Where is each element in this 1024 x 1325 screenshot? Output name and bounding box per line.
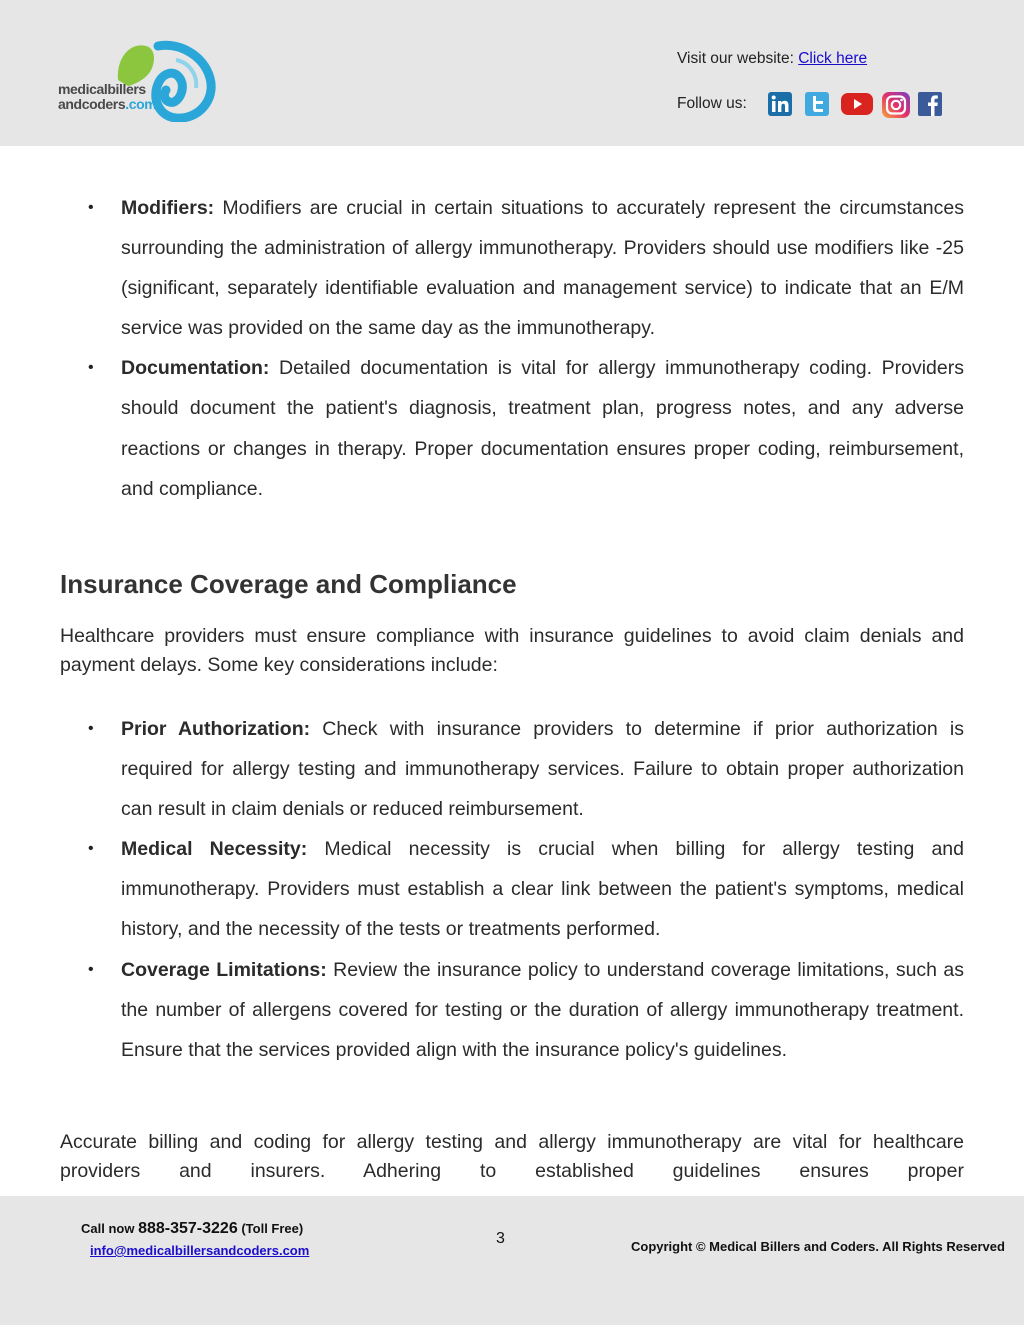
list-item xyxy=(60,348,964,508)
item-term: Documentation: xyxy=(121,357,270,380)
item-text: Check with insurance providers to determine if prior authorization is required for allergy testing and immunotherapy services. Failure to obtain proper authorization can result in claim denials or reduced reimbursement. xyxy=(121,718,964,821)
list-item xyxy=(60,188,964,348)
item-term: Coverage Limitations: xyxy=(121,958,327,981)
section-body xyxy=(60,622,964,680)
visit-label: Visit our website: xyxy=(677,50,794,67)
visit-website xyxy=(677,50,867,68)
logo-line1: medicalbillers xyxy=(58,81,146,97)
list-item xyxy=(60,950,964,1070)
twitter-icon[interactable] xyxy=(804,91,830,117)
coding-considerations-list xyxy=(60,188,964,509)
email-link[interactable]: info@medicalbillersandcoders.com xyxy=(90,1243,310,1258)
follow-label: Follow us: xyxy=(677,95,747,112)
page-footer xyxy=(0,1196,1024,1325)
intro-paragraph: Healthcare providers must ensure compliance with insurance guidelines to avoid claim denials and payment delays. Some key considerations include: xyxy=(60,625,964,676)
company-logo[interactable] xyxy=(58,40,218,122)
closing-container xyxy=(60,1128,964,1186)
item-term: Medical Necessity: xyxy=(121,838,308,861)
item-text: Modifiers are crucial in certain situations to accurately represent the circumstances surrounding the administration of allergy immunotherapy. Providers should use modifiers like -25 (significant, separately identifiable evaluation and management service) to indicate that an E/M service was provided on the same day as the immunotherapy. xyxy=(121,197,964,340)
page-header xyxy=(0,0,1024,146)
logo-wordmark xyxy=(58,82,156,112)
copyright-text: Copyright © Medical Billers and Coders. All Rights Reserved xyxy=(631,1239,1005,1254)
item-text: Medical necessity is crucial when billing for allergy testing and immunotherapy. Providers must establish a clear link between the patient's symptoms, medical history, and the necessity of the tests or treatments performed. xyxy=(121,838,964,941)
compliance-list xyxy=(60,709,964,1070)
youtube-icon[interactable] xyxy=(840,91,874,117)
list-item xyxy=(60,709,964,829)
closing-paragraph: Accurate billing and coding for allergy testing and allergy immunotherapy are vital for healthcare providers and insurers. Adhering to established guidelines ensures proper xyxy=(60,1131,964,1182)
section-heading: Insurance Coverage and Compliance xyxy=(60,569,517,599)
item-text: Review the insurance policy to understand coverage limitations, such as the number of allergens covered for testing or the duration of allergy immunotherapy treatment. Ensure that the services provided align with the insurance policy's guidelines. xyxy=(121,958,964,1061)
item-term: Modifiers: xyxy=(121,197,215,219)
linkedin-icon[interactable] xyxy=(767,91,793,117)
call-prefix: Call now xyxy=(81,1221,135,1236)
logo-suffix: .com xyxy=(125,96,157,112)
instagram-icon[interactable] xyxy=(881,91,907,117)
logo-line2: andcoders xyxy=(58,96,126,112)
item-term: Prior Authorization: xyxy=(121,718,311,740)
compliance-list-container xyxy=(60,709,964,1070)
toll-free-label: (Toll Free) xyxy=(241,1221,304,1236)
facebook-icon[interactable] xyxy=(917,91,943,117)
phone-number[interactable]: 888-357-3226 xyxy=(138,1220,238,1237)
call-now xyxy=(81,1220,303,1238)
website-link[interactable]: Click here xyxy=(798,50,868,67)
item-text: Detailed documentation is vital for allergy immunotherapy coding. Providers should document the patient's diagnosis, treatment plan, progress notes, and any adverse reactions or changes in therapy. Proper documentation ensures proper coding, reimbursement, and compliance. xyxy=(121,357,964,500)
main-content xyxy=(60,188,964,509)
page-number: 3 xyxy=(496,1230,505,1247)
list-item xyxy=(60,829,964,949)
